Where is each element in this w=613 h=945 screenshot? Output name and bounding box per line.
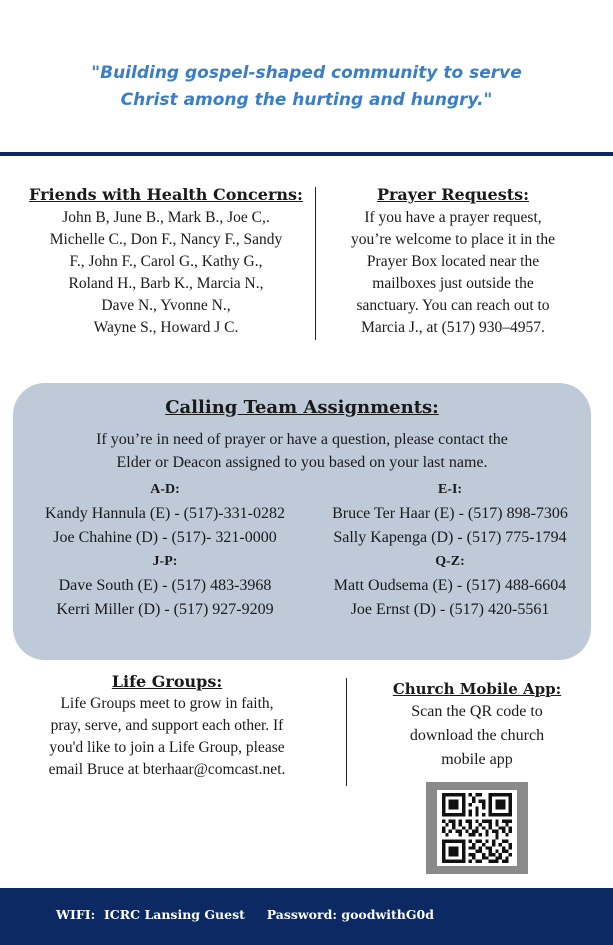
column-divider [315, 187, 316, 340]
wifi-label: WIFI: [56, 907, 96, 922]
friends-health-section [18, 185, 314, 339]
app-line: download the church [409, 727, 545, 744]
contact-line: Kandy Hannula (E) - (517)-331-0282 [45, 505, 285, 522]
qr-code[interactable] [426, 782, 528, 874]
contact-line: Joe Ernst (D) - (517) 420-5561 [350, 601, 550, 618]
header-divider [0, 152, 613, 156]
contact-line: Sally Kapenga (D) - (517) 775-1794 [333, 529, 567, 546]
app-line: mobile app [441, 751, 513, 768]
app-line: Scan the QR code to [411, 703, 543, 720]
motto-line-1: "Building gospel-shaped community to serve [91, 63, 522, 83]
app-text [372, 700, 582, 772]
prayer-line: Marcia J., at (517) 930–4957. [361, 319, 545, 336]
prayer-line: sanctuary. You can reach out to [356, 297, 550, 314]
motto-line-2: Christ among the hurting and hungry." [120, 90, 493, 110]
calling-intro-line: Elder or Deacon assigned to you based on your last name. [116, 454, 488, 471]
prayer-line: If you have a prayer request, [364, 209, 542, 226]
friends-line: F., John F., Carol G., Kathy G., [69, 253, 263, 270]
calling-column-left [13, 478, 317, 622]
qr-code-image [437, 790, 517, 866]
life-line: pray, serve, and support each other. If [50, 717, 284, 734]
friends-line: Roland H., Barb K., Marcia N., [68, 275, 264, 292]
app-title: Church Mobile App: [392, 680, 562, 698]
friends-line: Wayne S., Howard J C. [93, 319, 239, 336]
prayer-line: you’re welcome to place it in the [350, 231, 555, 248]
life-line: email Bruce at bterhaar@comcast.net. [48, 761, 286, 778]
contact-line: Joe Chahine (D) - (517)- 321-0000 [53, 529, 277, 546]
contact-line: Matt Oudsema (E) - (517) 488-6604 [333, 577, 567, 594]
friends-line: John B, June B., Mark B., Joe C,. [62, 209, 270, 226]
motto-quote [40, 60, 573, 114]
prayer-line: Prayer Box located near the [366, 253, 540, 270]
life-title: Life Groups: [111, 672, 223, 691]
calling-title: Calling Team Assignments: [165, 397, 439, 418]
prayer-requests-section [322, 185, 584, 339]
life-line: Life Groups meet to grow in faith, [60, 695, 274, 712]
life-text [14, 693, 320, 781]
friends-list [18, 207, 314, 339]
calling-column-right [309, 478, 591, 622]
life-line: you'd like to join a Life Group, please [49, 739, 285, 756]
prayer-line: mailboxes just outside the [372, 275, 534, 292]
qr-code-icon [440, 793, 514, 863]
group-label-j-p: J-P: [152, 554, 178, 569]
prayer-title: Prayer Requests: [376, 185, 530, 204]
calling-team-box [13, 383, 591, 660]
contact-line: Kerri Miller (D) - (517) 927-9209 [56, 601, 274, 618]
group-label-e-i: E-I: [437, 482, 463, 497]
contact-line: Bruce Ter Haar (E) - (517) 898-7306 [332, 505, 568, 522]
friends-title: Friends with Health Concerns: [29, 185, 303, 204]
group-label-q-z: Q-Z: [435, 554, 465, 569]
calling-intro-line: If you’re in need of prayer or have a question, please contact the [96, 431, 508, 448]
password-label: Password: [266, 907, 337, 922]
group-label-a-d: A-D: [150, 482, 180, 497]
contact-line: Dave South (E) - (517) 483-3968 [58, 577, 272, 594]
friends-line: Dave N., Yvonne N., [101, 297, 231, 314]
wifi-network-name: ICRC Lansing Guest [103, 907, 245, 922]
life-groups-section [14, 672, 320, 781]
footer-bar [0, 888, 613, 945]
friends-line: Michelle C., Don F., Nancy F., Sandy [49, 231, 283, 248]
wifi-password: goodwithG0d [341, 907, 434, 922]
prayer-text [322, 207, 584, 339]
column-divider [346, 678, 347, 786]
mobile-app-section [372, 680, 582, 772]
calling-intro [33, 428, 571, 474]
wifi-info [56, 907, 434, 922]
